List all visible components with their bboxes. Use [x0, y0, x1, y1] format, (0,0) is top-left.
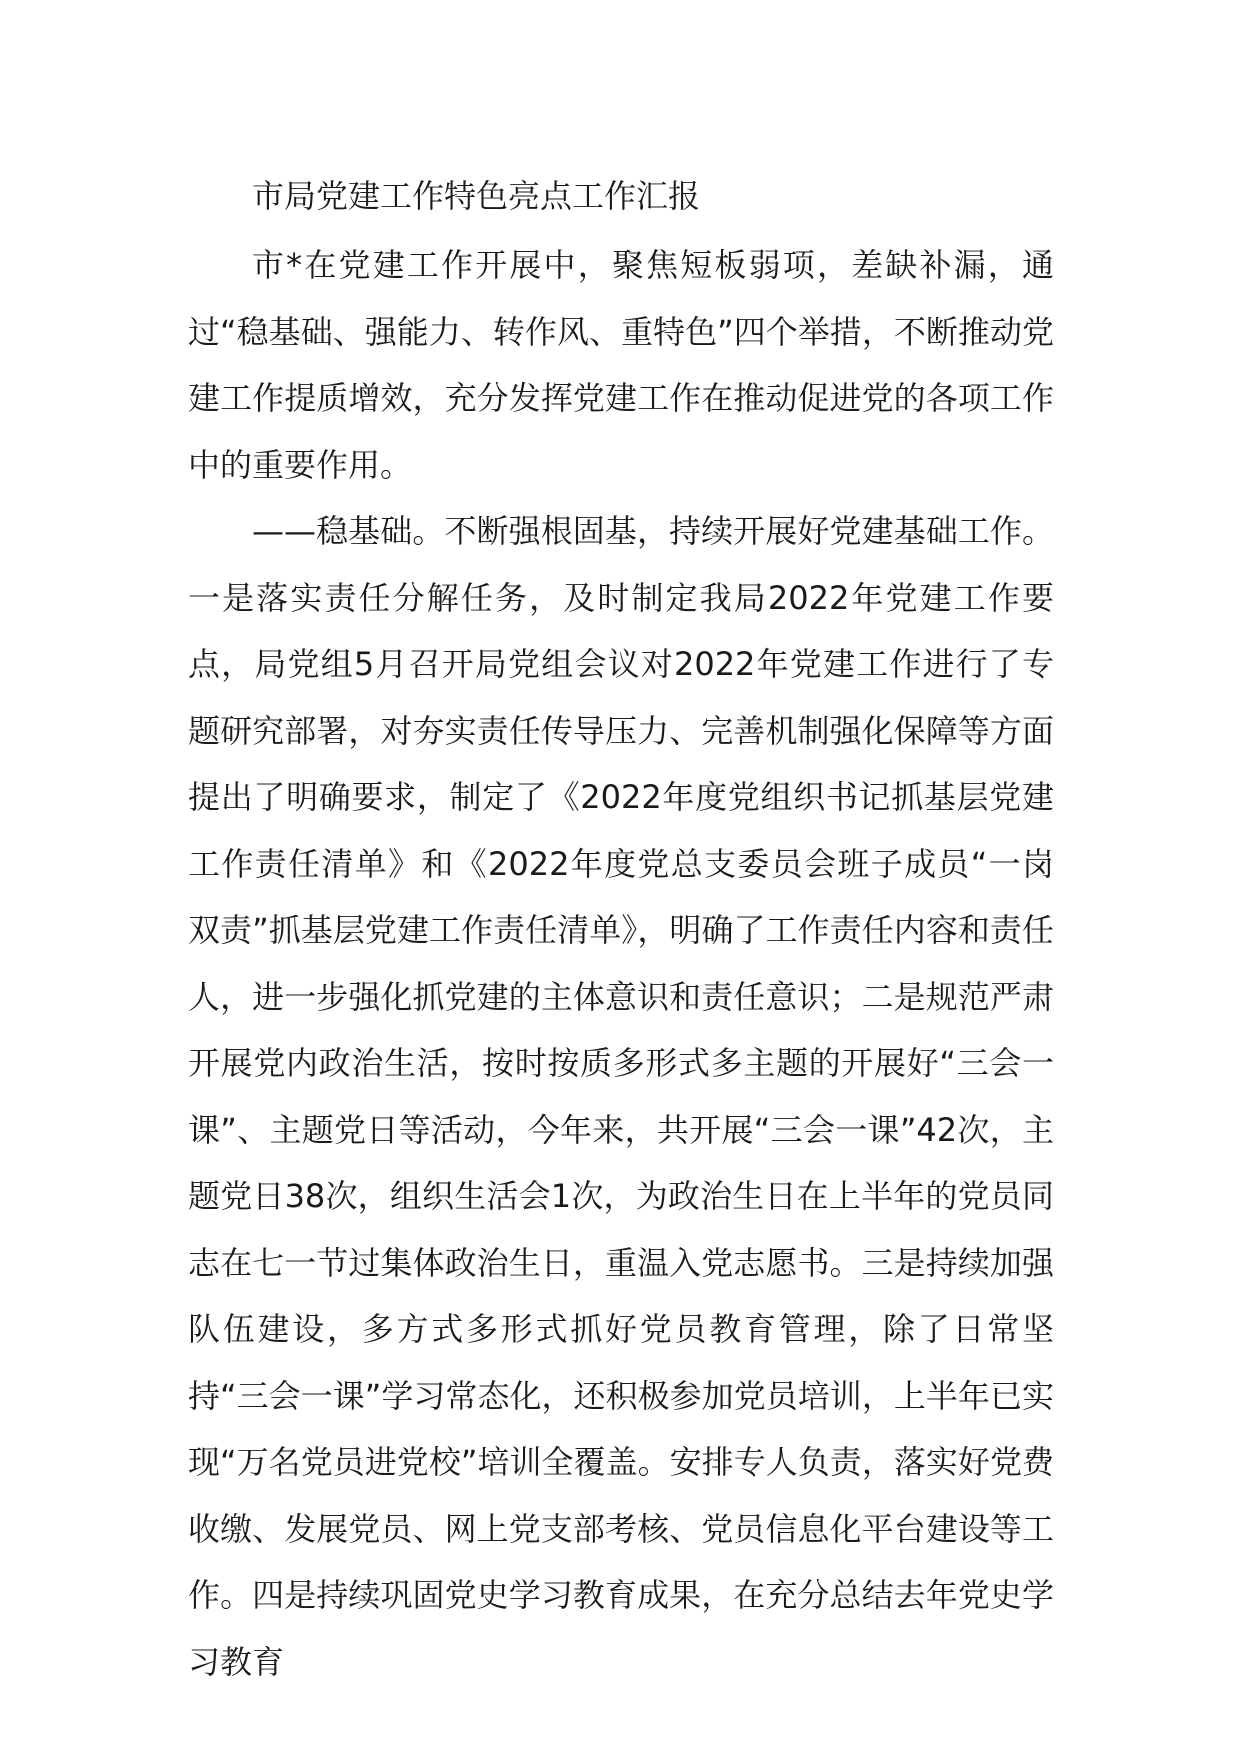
paragraph-stable-foundation: ——稳基础。不断强根固基，持续开展好党建基础工作。一是落实责任分解任务，及时制定我局2022年党建工作要点，局党组5月召开局党组会议对2022年党建工作进行了专题研究部署，对夯实责任传导压力、完善机制强化保障等方面提出了明确要求，制定了《2022年度党组织书记抓基层党建工作责任清单》和《2022年度党总支委员会班子成员“一岗双责”抓基层党建工作责任清单》，明确了工作责任内容和责任人，进一步强化抓党建的主体意识和责任意识；二是规范严肃开展党内政治生活，按时按质多形式多主题的开展好“三会一课”、主题党日等活动，今年来，共开展“三会一课”42次，主题党日38次，组织生活会1次，为政治生日在上半年的党员同志在七一节过集体政治生日，重温入党志愿书。三是持续加强队伍建设，多方式多形式抓好党员教育管理，除了日常坚持“三会一课”学习常态化，还积极参加党员培训，上半年已实现“万名党员进党校”培训全覆盖。安排专人负责，落实好党费收缴、发展党员、网上党支部考核、党员信息化平台建设等工作。四是持续巩固党史学习教育成果，在充分总结去年党史学习教育: [188, 512, 1054, 1681]
paragraph-intro: 市*在党建工作开展中，聚焦短板弱项，差缺补漏，通过“稳基础、强能力、转作风、重特色”四个举措，不断推动党建工作提质增效，充分发挥党建工作在推动促进党的各项工作中的重要作用。: [188, 246, 1054, 484]
document-body: [188, 232, 1054, 1695]
document-title: 市局党建工作特色亮点工作汇报: [252, 177, 701, 215]
